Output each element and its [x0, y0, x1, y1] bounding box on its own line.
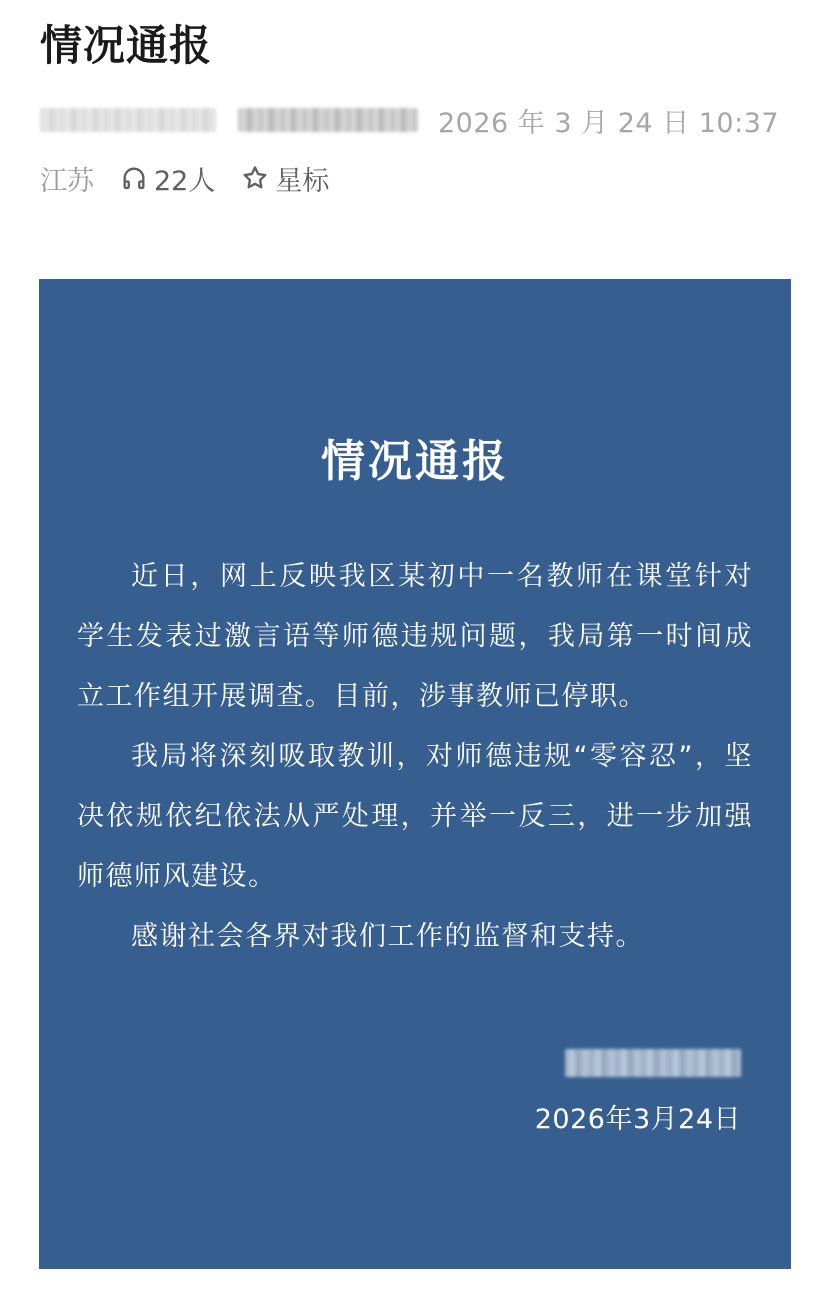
notice-heading: 情况通报	[321, 436, 509, 487]
issuing-organization-blurred	[565, 1049, 741, 1077]
headphones-icon	[120, 164, 148, 192]
notice-image[interactable]	[39, 279, 791, 1269]
star-outline-icon	[241, 164, 269, 192]
notice-paragraph: 近日，网上反映我区某初中一名教师在课堂针对学生发表过激言语等师德违规问题，我局第一时间成立工作组开展调查。目前，涉事教师已停职。	[77, 561, 753, 712]
star-label: 星标	[275, 165, 330, 197]
location-label: 江苏	[40, 165, 94, 197]
article-title: 情况通报	[40, 21, 213, 70]
listen-button[interactable]	[120, 159, 215, 198]
source-name-blurred	[40, 108, 216, 132]
notice-paragraph: 感谢社会各界对我们工作的监督和支持。	[131, 921, 644, 952]
article-meta-source-row	[40, 100, 779, 140]
notice-date: 2026年3月24日	[534, 1104, 741, 1135]
notice-body	[77, 547, 753, 967]
listen-count: 22人	[154, 165, 216, 197]
publish-time: 2026 年 3 月 24 日 10:37	[438, 107, 780, 139]
account-name-link-blurred[interactable]	[238, 108, 418, 132]
article-meta-info-row	[40, 158, 329, 198]
star-button[interactable]	[241, 159, 329, 198]
notice-paragraph: 我局将深刻吸取教训，对师德违规“零容忍”，坚决依规依纪依法从严处理，并举一反三，进一步加强师德师风建设。	[77, 741, 753, 892]
